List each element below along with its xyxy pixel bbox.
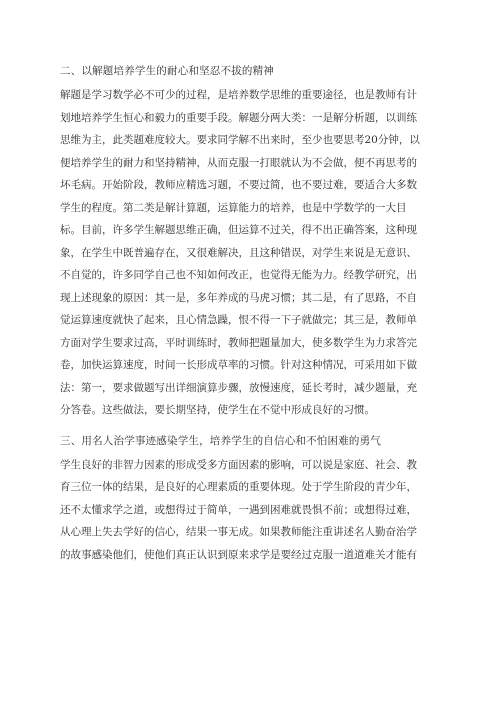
paragraph-line: 解题是学习数学必不可少的过程，是培养数学思维的重要途径，也是教师有计 [60,89,417,101]
paragraph-line: 便培养学生的耐力和坚持精神，从而克服一打眼就认为不会做，便不再思考的 [60,156,417,169]
paragraph-line: 标。目前，许多学生解题思维正确，但运算不过关，得不出正确答案，这种现 [60,224,417,236]
paragraph-line: 学生良好的非智力因素的形成受多方面因素的影响，可以说是家庭、社会、教 [60,458,417,471]
section-paragraph-2 [60,84,432,422]
paragraph-line: 觉运算速度就快了起来，且心情急躁，恨不得一下子就做完；其三是，教师单 [60,314,417,326]
paragraph-line: 坏毛病。开始阶段，教师应精选习题，不要过简，也不要过难，要适合大多数 [60,179,417,191]
paragraph-line: 分答卷。这些做法，要长期坚持，使学生在不觉中形成良好的习惯。 [60,404,375,416]
section-heading-3: 三、用名人治学事迹感染学生，培养学生的自信心和不怕困难的勇气 [60,434,381,447]
paragraph-line: 划地培养学生恒心和毅力的重要手段。解题分两大类：一是解分析题，以训练 [60,111,417,124]
section-heading-2: 二、以解题培养学生的耐心和坚忍不拔的精神 [60,65,274,77]
paragraph-line: 不自觉的，许多同学自己也不知如何改正，也觉得无能为力。经教学研究，出 [60,269,417,281]
paragraph-line: 现上述现象的原因：其一是，多年养成的马虎习惯；其二是，有了思路，不自 [60,291,417,304]
paragraph-line: 学生的程度。第二类是解计算题，运算能力的培养，也是中学数学的一大目 [60,201,407,214]
paragraph-line: 方面对学生要求过高，平时训练时，教师把题量加大，使多数学生为力求答完 [60,336,417,349]
paragraph-line: 育三位一体的结果，是良好的心理素质的重要体现。处于学生阶段的青少年， [60,481,417,493]
paragraph-line: 卷，加快运算速度，时间一长形成草率的习惯。针对这种情况，可采用如下做 [60,359,417,371]
document-body [60,58,432,566]
section-paragraph-3 [60,454,432,567]
paragraph-line: 还不太懂求学之道，或想得过于简单，一遇到困难就畏惧不前；或想得过难， [60,503,417,516]
paragraph-line: 的故事感染他们，使他们真正认识到原来求学是要经过克服一道道难关才能有 [60,548,417,561]
paragraph-line: 从心理上失去学好的信心，结果一事无成。如果教师能注重讲述名人勤奋治学 [60,526,417,538]
paragraph-line: 思维为主，此类题难度较大。要求同学解不出来时，至少也要思考20分钟，以 [60,134,420,146]
paragraph-line: 象，在学生中既普遍存在，又很难解决，且这种错误，对学生来说是无意识、 [60,246,417,259]
paragraph-line: 法：第一，要求做题写出详细演算步骤，放慢速度，延长考时，减少题量，充 [60,381,417,394]
